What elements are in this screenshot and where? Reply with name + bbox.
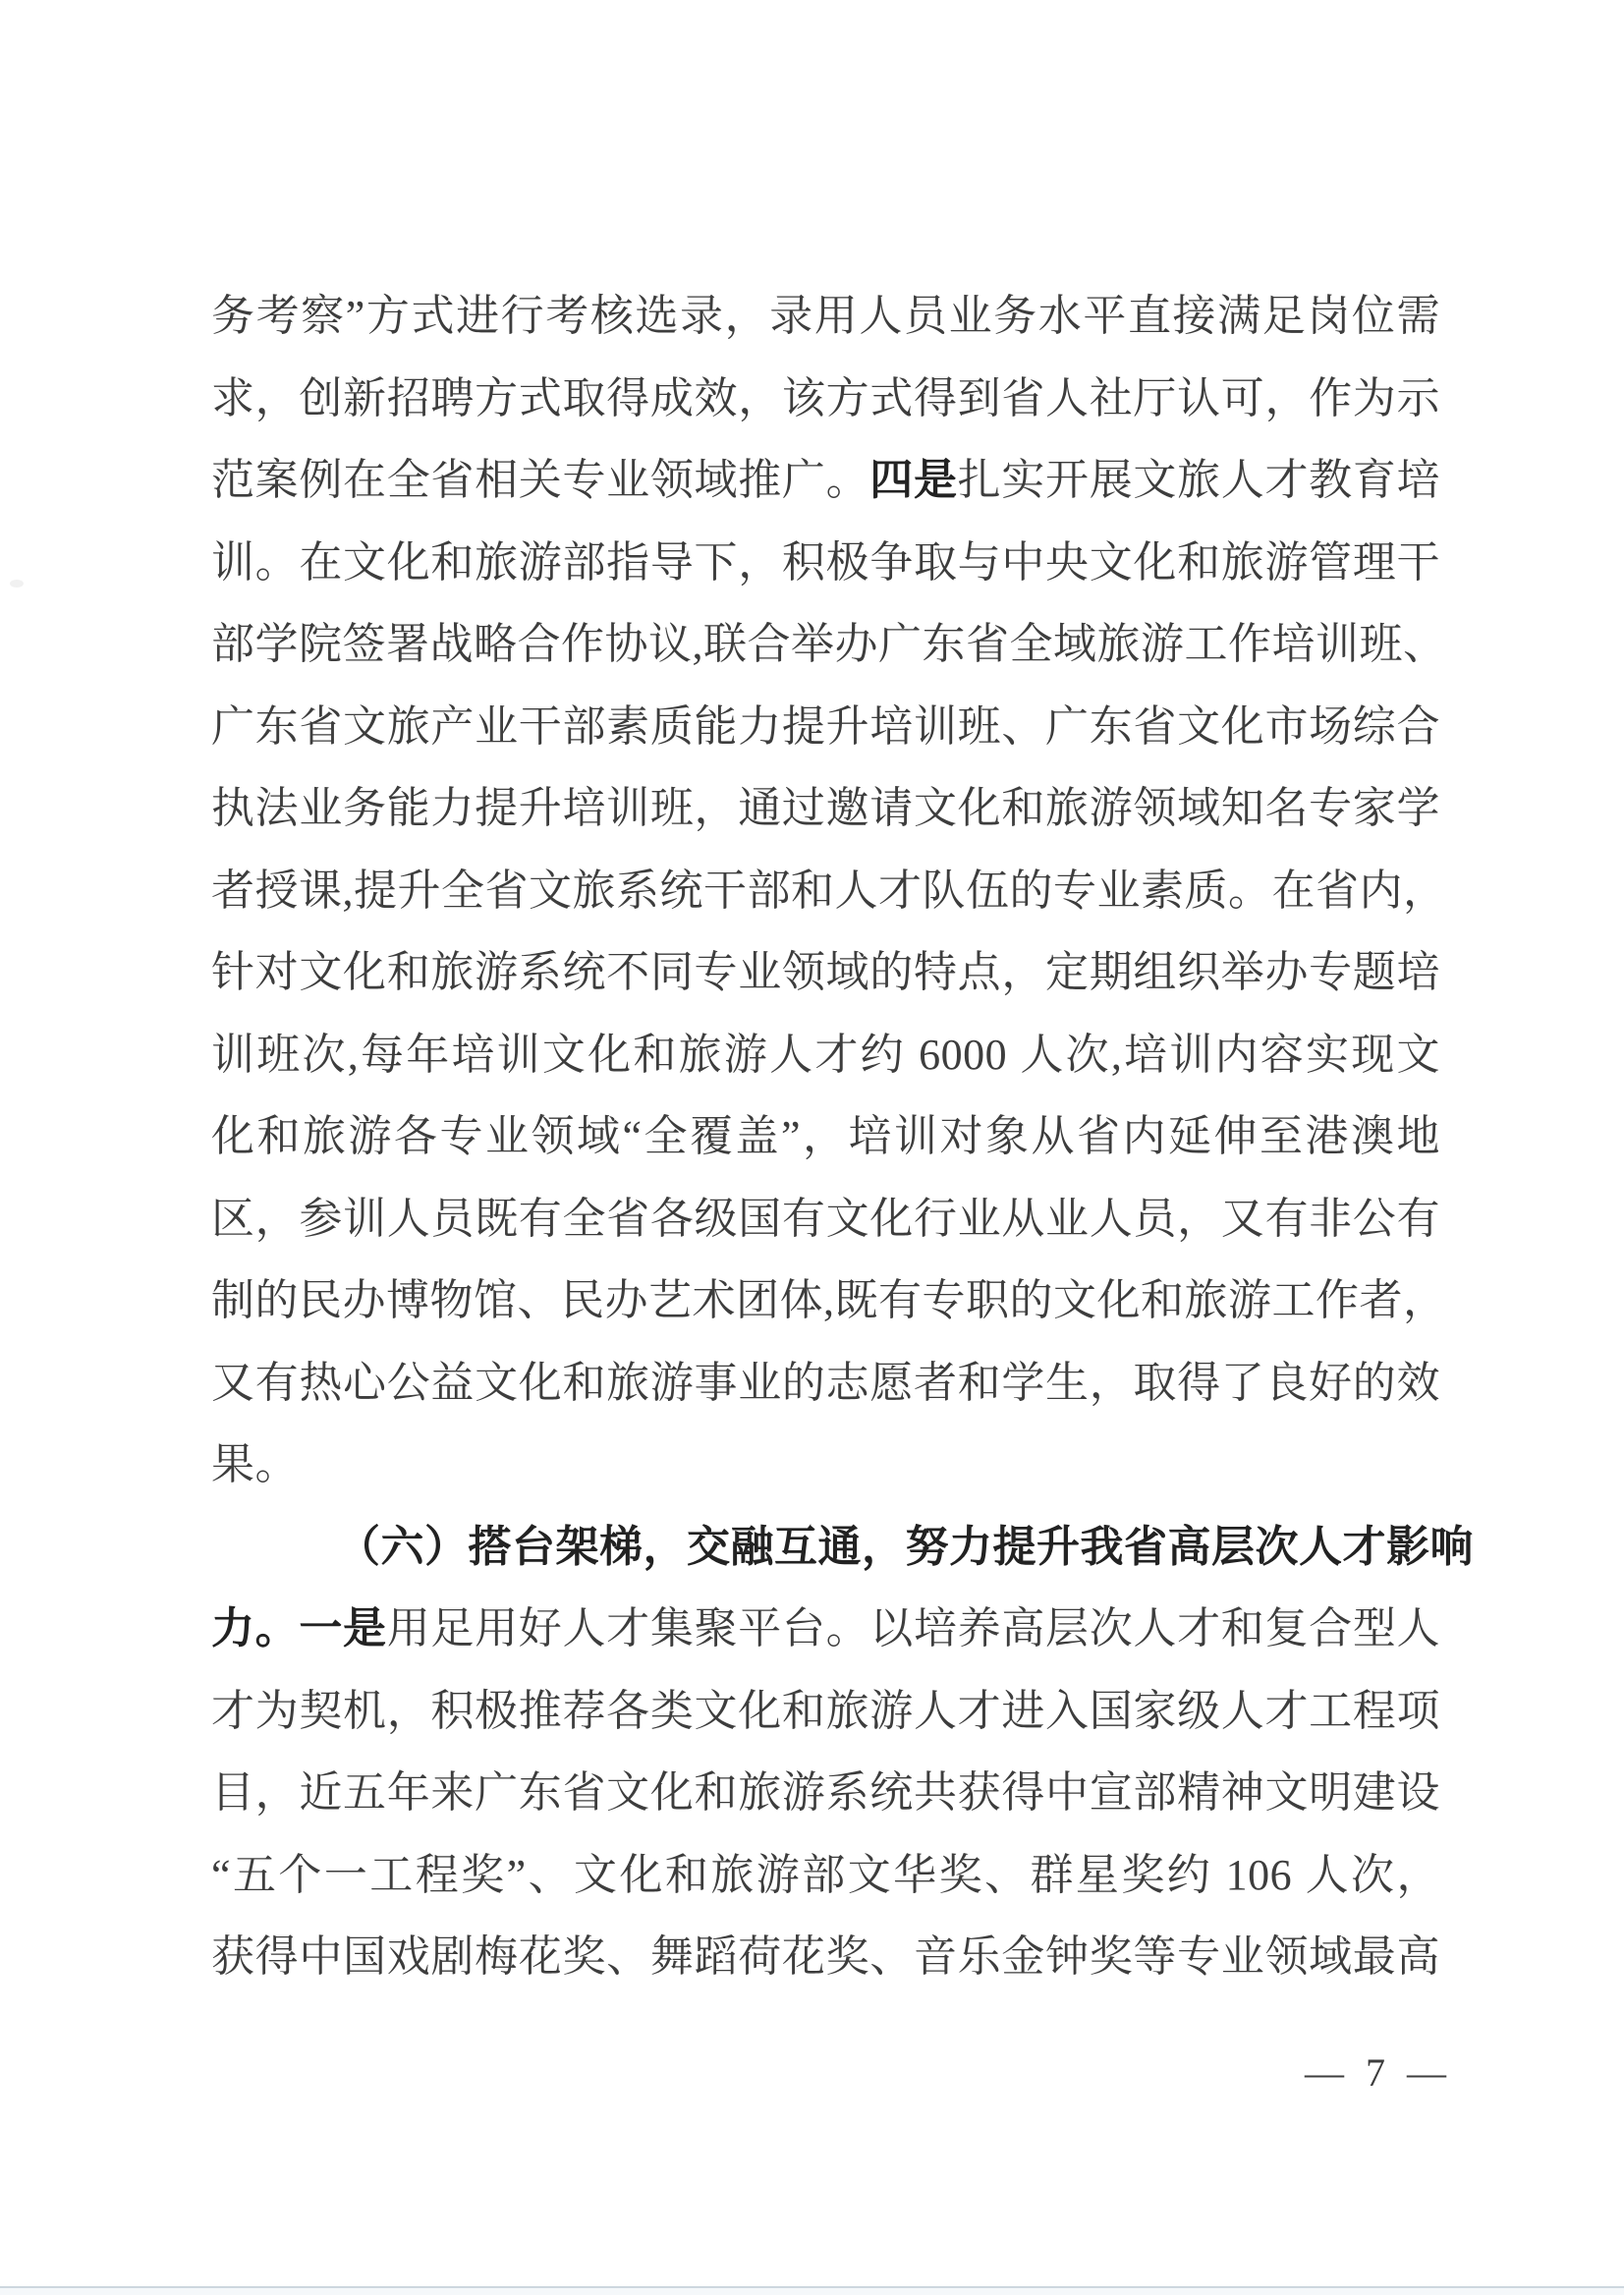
text-line xyxy=(211,1259,1447,1342)
text-line xyxy=(211,1424,1440,1506)
text-line xyxy=(211,1916,1440,1998)
text-line xyxy=(211,686,1440,768)
bold-text-segment: 力。 xyxy=(211,1604,300,1652)
text-line xyxy=(211,1670,1440,1753)
text-segment: 范案例在全省相关专业领域推广。 xyxy=(211,456,870,504)
text-segment: 训班次,每年培训文化和旅游人才约 6000 人次,培训内容实现文 xyxy=(211,1030,1440,1079)
page-number: — 7 — xyxy=(1305,2050,1452,2095)
text-line xyxy=(211,522,1440,604)
text-line xyxy=(211,850,1447,932)
bold-text-segment: 四是 xyxy=(869,456,958,504)
text-line xyxy=(211,1095,1440,1178)
text-line xyxy=(211,439,1440,522)
bold-text-segment: 一是 xyxy=(299,1604,387,1652)
text-line xyxy=(211,1752,1440,1834)
text-segment: 训。在文化和旅游部指导下，积极争取与中央文化和旅游管理干 xyxy=(211,537,1440,587)
text-segment: 区，参训人员既有全省各级国有文化行业从业人员，又有非公有 xyxy=(211,1194,1440,1243)
bold-text-segment: （六）搭台架梯，交融互通，努力提升我省高层次人才影响 xyxy=(337,1522,1474,1571)
text-segment: 扎实开展文旅人才教育培 xyxy=(957,456,1441,504)
text-segment: 化和旅游各专业领域“全覆盖”，培训对象从省内延伸至港澳地 xyxy=(211,1112,1440,1160)
text-segment: 者授课,提升全省文旅系统干部和人才队伍的专业素质。在省内， xyxy=(211,866,1447,915)
scan-edge-shadow xyxy=(0,2288,1624,2295)
text-line xyxy=(211,603,1447,686)
text-line xyxy=(211,1588,1440,1670)
text-line xyxy=(211,1342,1440,1425)
text-line xyxy=(211,1834,1440,1917)
text-segment: 广东省文旅产业干部素质能力提升培训班、广东省文化市场综合 xyxy=(211,701,1440,751)
text-segment: 针对文化和旅游系统不同专业领域的特点，定期组织举办专题培 xyxy=(211,948,1440,996)
text-line xyxy=(211,1506,1474,1589)
text-line xyxy=(211,931,1440,1014)
text-line xyxy=(211,358,1440,440)
text-line xyxy=(211,1178,1440,1260)
text-segment: 才为契机，积极推荐各类文化和旅游人才进入国家级人才工程项 xyxy=(211,1686,1440,1735)
text-line xyxy=(211,767,1440,850)
text-segment: 制的民办博物馆、民办艺术团体,既有专职的文化和旅游工作者， xyxy=(211,1276,1447,1324)
scan-smudge-artifact xyxy=(10,580,24,588)
text-segment: 又有热心公益文化和旅游事业的志愿者和学生，取得了良好的效 xyxy=(211,1358,1440,1407)
text-segment: 获得中国戏剧梅花奖、舞蹈荷花奖、音乐金钟奖等专业领域最高 xyxy=(211,1932,1440,1981)
text-segment: 部学院签署战略合作协议,联合举办广东省全域旅游工作培训班、 xyxy=(211,620,1447,668)
text-line xyxy=(211,1014,1440,1096)
text-line xyxy=(211,275,1440,358)
text-segment: “五个一工程奖”、文化和旅游部文华奖、群星奖约 106 人次， xyxy=(211,1850,1440,1899)
text-block xyxy=(211,275,1474,1998)
text-segment: 目，近五年来广东省文化和旅游系统共获得中宣部精神文明建设 xyxy=(211,1768,1440,1817)
text-segment: 求，创新招聘方式取得成效，该方式得到省人社厅认可，作为示 xyxy=(211,373,1440,422)
text-segment: 果。 xyxy=(211,1440,299,1488)
text-segment: 务考察”方式进行考核选录，录用人员业务水平直接满足岗位需 xyxy=(211,292,1440,340)
text-segment: 执法业务能力提升培训班，通过邀请文化和旅游领域知名专家学 xyxy=(211,784,1440,832)
text-segment: 用足用好人才集聚平台。以培养高层次人才和复合型人 xyxy=(386,1604,1441,1652)
